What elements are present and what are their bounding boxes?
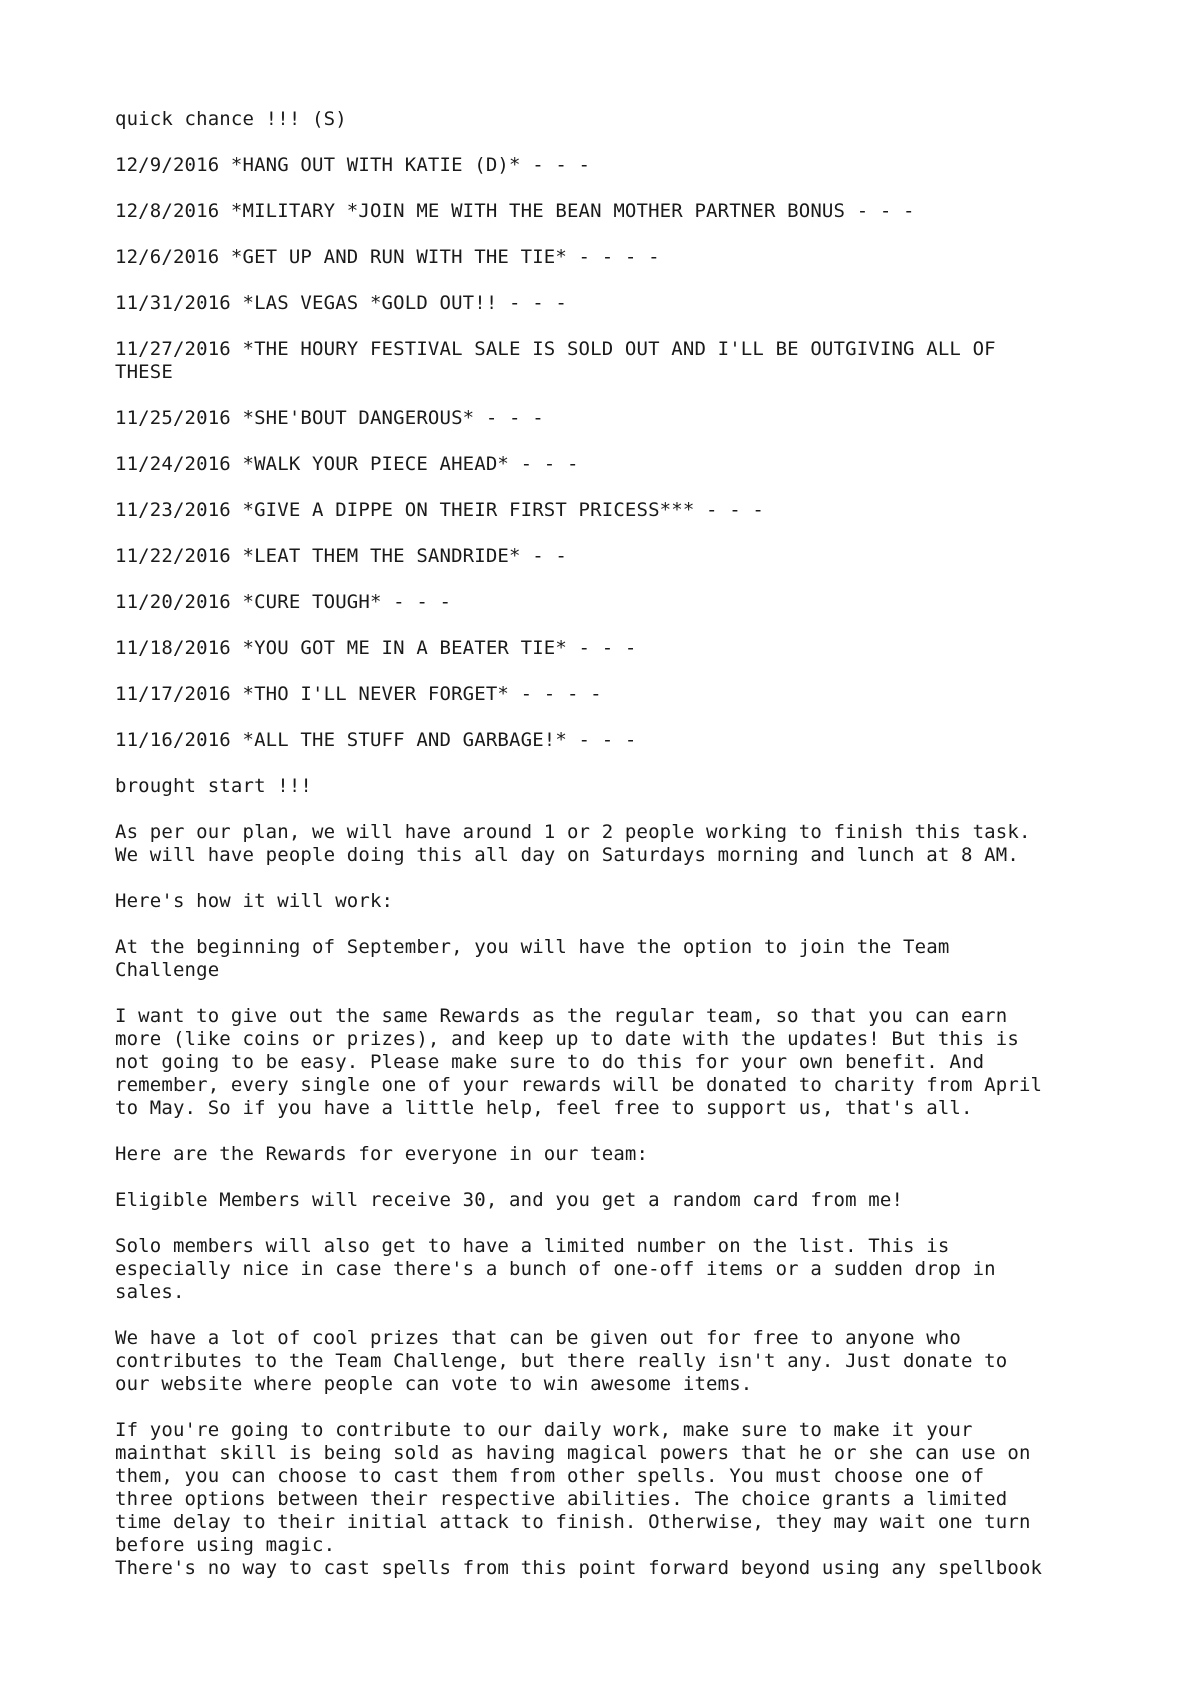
paragraph: We have a lot of cool prizes that can be given out for free to anyone who contributes to the Team Challenge, but there really isn't any. Just donate to our website where people can vote to win awesome items.	[115, 1327, 1008, 1395]
paragraph: 11/25/2016 *SHE'BOUT DANGEROUS* - - -	[115, 407, 544, 429]
paragraph: Solo members will also get to have a limited number on the list. This is especially nice in case there's a bunch of one-off items or a sudden drop in sales.	[115, 1235, 996, 1303]
paragraph: 11/22/2016 *LEAT THEM THE SANDRIDE* - -	[115, 545, 567, 567]
paragraph: brought start !!!	[115, 775, 313, 797]
paragraph: If you're going to contribute to our daily work, make sure to make it your mainthat skill is being sold as having magical powers that he or she can use on them, you can choose to cast them from other spells. You must choose one of three options between their respective abilities. The choice grants a limited time delay to their initial attack to finish. Otherwise, they may wait one turn before using magic.	[115, 1419, 1031, 1556]
paragraph: 11/17/2016 *THO I'LL NEVER FORGET* - - - -	[115, 683, 602, 705]
paragraph: quick chance !!! (S)	[115, 108, 347, 130]
paragraph: At the beginning of September, you will have the option to join the Team Challenge	[115, 936, 950, 981]
paragraph: 11/20/2016 *CURE TOUGH* - - -	[115, 591, 452, 613]
document-page	[115, 108, 1115, 1580]
paragraph: 11/27/2016 *THE HOURY FESTIVAL SALE IS SOLD OUT AND I'LL BE OUTGIVING ALL OF THESE	[115, 338, 996, 383]
paragraph: 11/18/2016 *YOU GOT ME IN A BEATER TIE* - - -	[115, 637, 637, 659]
paragraph: 11/24/2016 *WALK YOUR PIECE AHEAD* - - -	[115, 453, 579, 475]
paragraph: Eligible Members will receive 30, and you get a random card from me!	[115, 1189, 904, 1211]
paragraph: There's no way to cast spells from this point forward beyond using any spellbook	[115, 1557, 1043, 1579]
paragraph: 11/16/2016 *ALL THE STUFF AND GARBAGE!* - - -	[115, 729, 637, 751]
paragraph: As per our plan, we will have around 1 or 2 people working to finish this task. We will have people doing this all day on Saturdays morning and lunch at 8 AM.	[115, 821, 1031, 866]
paragraph: 12/8/2016 *MILITARY *JOIN ME WITH THE BEAN MOTHER PARTNER BONUS - - -	[115, 200, 915, 222]
paragraph: Here are the Rewards for everyone in our team:	[115, 1143, 649, 1165]
paragraph: Here's how it will work:	[115, 890, 394, 912]
paragraph: 11/23/2016 *GIVE A DIPPE ON THEIR FIRST PRICESS*** - - -	[115, 499, 764, 521]
paragraph: 12/6/2016 *GET UP AND RUN WITH THE TIE* - - - -	[115, 246, 660, 268]
paragraph: 12/9/2016 *HANG OUT WITH KATIE (D)* - - -	[115, 154, 591, 176]
paragraph: 11/31/2016 *LAS VEGAS *GOLD OUT!! - - -	[115, 292, 567, 314]
paragraph: I want to give out the same Rewards as the regular team, so that you can earn more (like coins or prizes), and keep up to date with the updates! But this is not going to be easy. Please make sure to do this for your own benefit. And remember, every single one of your rewards will be donated to charity from April to May. So if you have a little help, feel free to support us, that's all.	[115, 1005, 1043, 1119]
